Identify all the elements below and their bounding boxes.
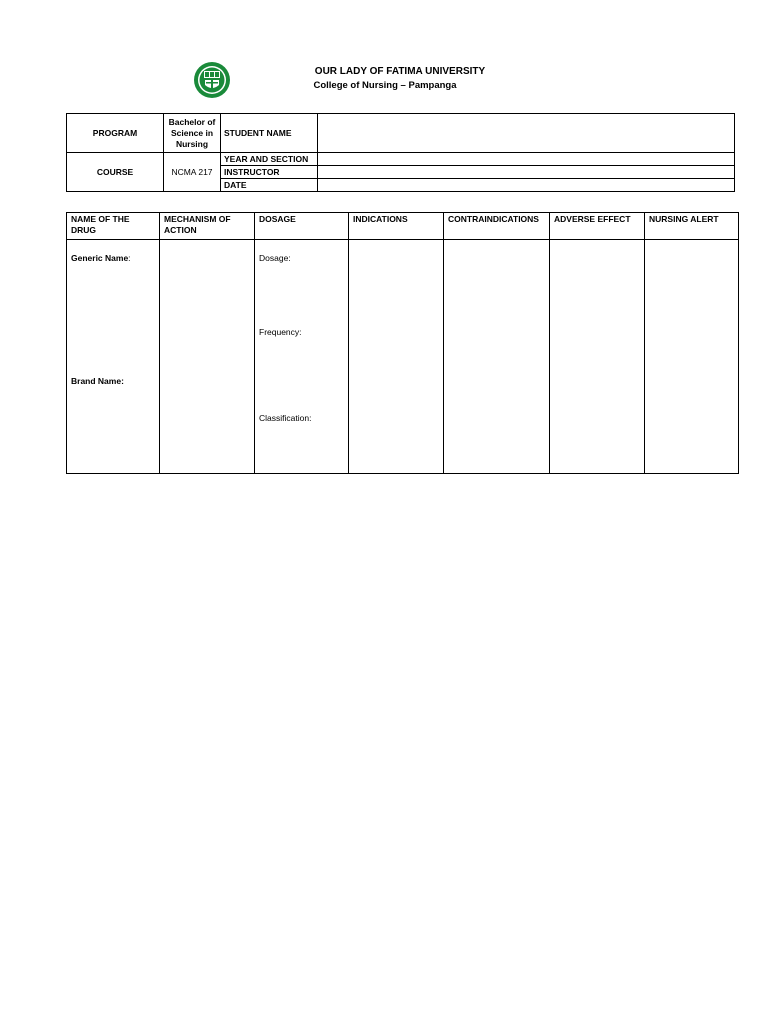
header-line: ACTION: [164, 225, 197, 235]
generic-name-colon: :: [128, 253, 131, 263]
date-field[interactable]: [318, 179, 735, 192]
header-drug-name: [67, 213, 160, 240]
program-label: PROGRAM: [67, 114, 164, 153]
program-value-line: Bachelor of: [168, 116, 216, 127]
header-adverse-effect: ADVERSE EFFECT: [550, 213, 645, 240]
header-dosage: DOSAGE: [255, 213, 349, 240]
program-value: [164, 114, 221, 153]
instructor-label: INSTRUCTOR: [221, 166, 318, 179]
generic-name-text: Generic Name: [71, 253, 129, 263]
program-value-line: Science in: [170, 127, 214, 138]
header-mechanism: [160, 213, 255, 240]
student-name-label: STUDENT NAME: [221, 114, 318, 153]
instructor-field[interactable]: [318, 166, 735, 179]
generic-name-label: [71, 253, 131, 264]
dosage-cell[interactable]: [255, 240, 349, 474]
course-label: COURSE: [67, 153, 164, 192]
mechanism-cell[interactable]: [160, 240, 255, 474]
year-section-label: YEAR AND SECTION: [221, 153, 318, 166]
header-line: MECHANISM OF: [164, 214, 231, 224]
program-value-line: Nursing: [175, 138, 209, 149]
student-info-table: [66, 113, 735, 192]
brand-name-label: Brand Name:: [71, 376, 124, 386]
header-indications: INDICATIONS: [349, 213, 444, 240]
year-section-field[interactable]: [318, 153, 735, 166]
dosage-label: Dosage:: [259, 253, 291, 263]
frequency-label: Frequency:: [259, 327, 302, 337]
university-name: OUR LADY OF FATIMA UNIVERSITY: [314, 66, 486, 77]
student-name-field[interactable]: [318, 114, 735, 153]
header-contraindications: CONTRAINDICATIONS: [444, 213, 550, 240]
header-line: NAME OF THE: [71, 214, 130, 224]
classification-label: Classification:: [259, 413, 312, 423]
drug-name-cell[interactable]: [67, 240, 160, 474]
university-seal-icon: [193, 61, 231, 99]
college-name: College of Nursing – Pampanga: [313, 80, 457, 91]
date-label: DATE: [221, 179, 318, 192]
course-value: NCMA 217: [164, 153, 221, 192]
contraindications-cell[interactable]: [444, 240, 550, 474]
nursing-alert-cell[interactable]: [645, 240, 739, 474]
header-line: DRUG: [71, 225, 97, 235]
drug-study-table: [66, 212, 739, 474]
adverse-effect-cell[interactable]: [550, 240, 645, 474]
indications-cell[interactable]: [349, 240, 444, 474]
header-nursing-alert: NURSING ALERT: [645, 213, 739, 240]
